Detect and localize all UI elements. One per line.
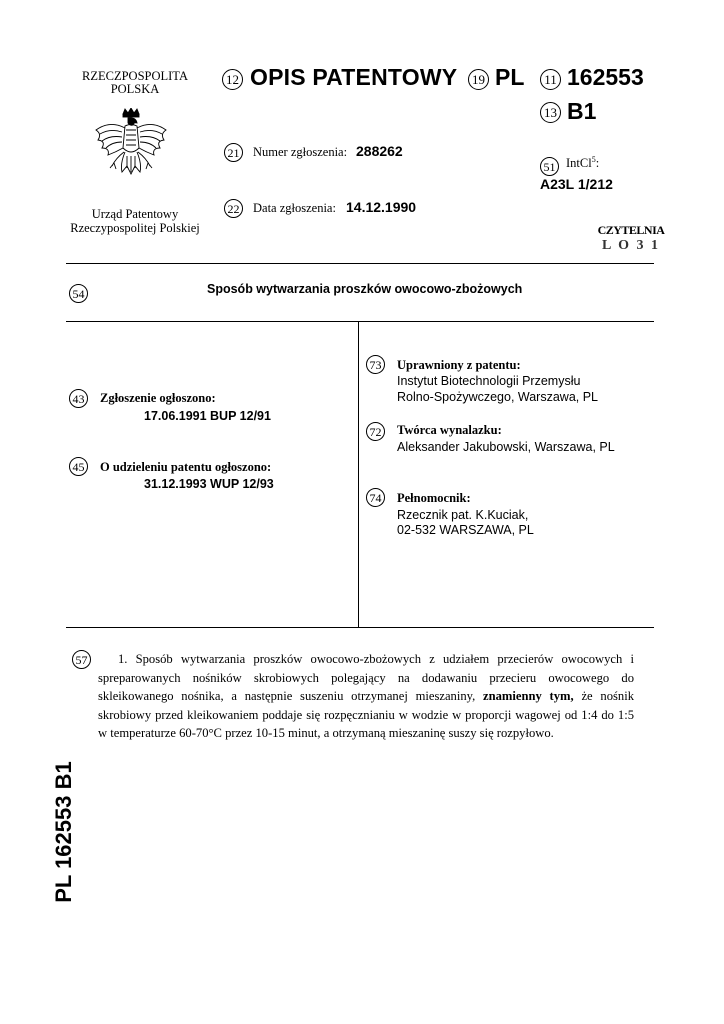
publication-value: 17.06.1991 BUP 12/91 [144,409,271,423]
code-72: 72 [366,422,385,441]
country-line2: POLSKA [110,82,160,96]
application-number: 288262 [356,143,403,159]
code-45: 45 [69,457,88,476]
code-22: 22 [224,199,243,218]
inventor-value: Aleksander Jakubowski, Warszawa, PL [397,440,615,454]
claim-text [98,650,634,743]
patent-office [40,207,230,235]
eagle-emblem-icon [92,108,170,190]
ipc-class: A23L 1/212 [540,176,613,192]
attorney-line1: Rzecznik pat. K.Kuciak, [397,508,529,522]
code-73: 73 [366,355,385,374]
claim-text-main: 1. Sposób wytwarzania proszków owocowo-zbożowych z udziałem przecierów owocowych i spreparowanych nośników skrobiowych polegający na dodawaniu przecieru owocowego do skleikowanego nośnika, a następnie suszeniu otrzymanej mieszaniny, [98,652,634,703]
code-74: 74 [366,488,385,507]
office-line2: Rzeczypospolitej Polskiej [70,221,200,235]
ipc-colon: : [595,156,600,171]
document-type: OPIS PATENTOWY [250,64,458,90]
code-13: 13 [540,102,561,123]
ipc-label [566,155,599,171]
side-patent-mark: PL 162553 B1 [51,761,76,903]
ipc-label-text: IntCl [566,156,592,171]
rule-claims-top [66,627,654,628]
stamp-line1: CZYTELNIA [597,223,665,237]
inventor-label: Twórca wynalazku: [397,423,502,437]
code-51: 51 [540,157,559,176]
patent-number: 162553 [567,64,644,90]
code-21: 21 [224,143,243,162]
attorney-line2: 02-532 WARSZAWA, PL [397,523,534,537]
kind-code: B1 [567,98,597,124]
claim-text-rest: że nośnik skrobiowy przed kleikowaniem poddaje się rozpęcznianiu w wodzie w proporcji wagowej od 1:4 do 1:5 w temperaturze 60-70°C przez 10-15 minut, a otrzymaną mieszaninę suszy się rozpyłowo. [98,689,634,740]
patent-title: Sposób wytwarzania proszków owocowo-zbożowych [207,282,523,296]
code-11: 11 [540,69,561,90]
country-line1: RZECZPOSPOLITA [82,69,188,83]
publication-label: Zgłoszenie ogłoszono: [100,391,216,405]
attorney-label: Pełnomocnik: [397,491,471,505]
code-54: 54 [69,284,88,303]
country-name [60,70,210,96]
column-divider [358,321,359,627]
office-line1: Urząd Patentowy [91,207,179,221]
grant-label: O udzieleniu patentu ogłoszono: [100,460,272,474]
rule-top [66,263,654,264]
rule-title-bottom [66,321,654,322]
stamp-line2: L O 3 1 [602,238,660,253]
application-number-label: Numer zgłoszenia: [253,145,348,159]
filing-date-label: Data zgłoszenia: [253,201,336,215]
code-19: 19 [468,69,489,90]
claim-characterizing-phrase: znamienny tym, [483,689,574,703]
library-stamp [590,222,672,254]
code-57: 57 [72,650,91,669]
country-code: PL [495,64,525,90]
ipc-superscript: 5 [591,155,596,164]
code-43: 43 [69,389,88,408]
filing-date: 14.12.1990 [346,199,417,215]
grant-value: 31.12.1993 WUP 12/93 [144,477,274,491]
owner-line1: Instytut Biotechnologii Przemysłu [397,374,581,388]
code-12: 12 [222,69,243,90]
owner-label: Uprawniony z patentu: [397,358,521,372]
owner-line2: Rolno-Spożywczego, Warszawa, PL [397,390,599,404]
